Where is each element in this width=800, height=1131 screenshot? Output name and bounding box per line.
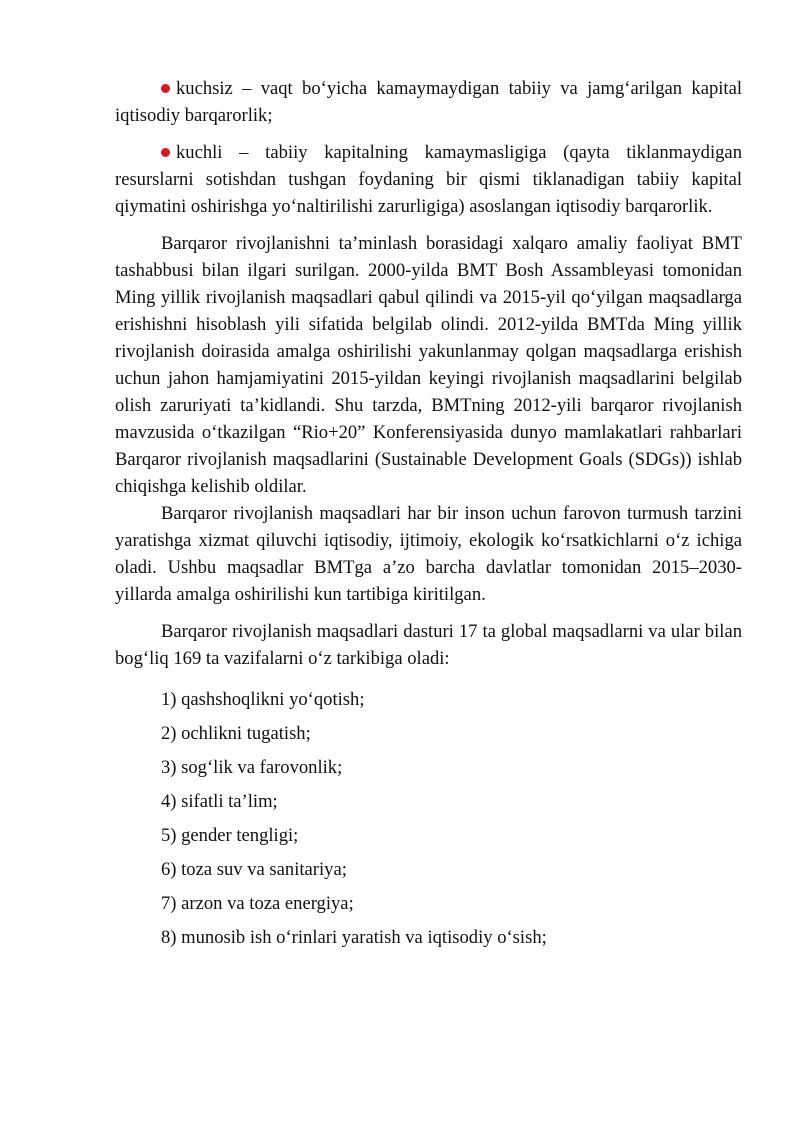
goals-list: [115, 686, 742, 958]
list-item: 8) munosib ish o‘rinlari yaratish va iqtisodiy o‘sish;: [161, 927, 547, 948]
paragraph-international-practice: Barqaror rivojlanishni ta’minlash borasidagi xalqaro amaliy faoliyat BMT tashabbusi bilan ilgari surilgan. 2000-yilda BMT Bosh Assambleyasi tomonidan Ming yillik rivojlanish maqsadlari qabul qilindi va 2015-yil qo‘yilgan maqsadlarga erishishni hisoblash yili sifatida belgilab olindi. 2012-yilda BMTda Ming yillik rivojlanish doirasida amalga oshirilishi yakunlanmay qolgan maqsadlarga erishish uchun jahon hamjamiyatini 2015-yildan keyingi rivojlanish maqsadlarini belgilab olish zaruriyati ta’kidlandi. Shu tarzda, BMTning 2012-yili barqaror rivojlanish mavzusida o‘tkazilgan “Rio+20” Konferensiyasida dunyo mamlakatlari rahbarlari Barqaror rivojlanish maqsadlarini (Sustainable Development Goals (SDGs)) ishlab chiqishga kelishib oldilar.: [115, 233, 742, 497]
paragraph-sdg-indicators: Barqaror rivojlanish maqsadlari har bir inson uchun farovon turmush tarzini yaratishga xizmat qiluvchi iqtisodiy, ijtimoiy, ekologik ko‘rsatkichlarni o‘z ichiga oladi. Ushbu maqsadlar BMTga a’zo barcha davlatlar tomonidan 2015–2030-yillarda amalga oshirilishi kun tartibiga kiritilgan.: [115, 503, 742, 605]
bullet-weak: [115, 75, 742, 129]
bullet-weak-text: kuchsiz – vaqt bo‘yicha kamaymaydigan tabiiy va jamg‘arilgan kapital iqtisodiy barqarorlik;: [115, 78, 742, 126]
document-page: [115, 75, 742, 958]
list-item: 2) ochlikni tugatish;: [161, 723, 311, 744]
red-dot-icon: [161, 84, 170, 93]
paragraph-sdg-program: Barqaror rivojlanish maqsadlari dasturi 17 ta global maqsadlarni va ular bilan bog‘liq 169 ta vazifalarni o‘z tarkibiga oladi:: [115, 621, 742, 669]
list-item: 6) toza suv va sanitariya;: [161, 859, 347, 880]
bullet-strong: [115, 139, 742, 220]
list-item: 4) sifatli ta’lim;: [161, 791, 278, 812]
list-item: 3) sog‘lik va farovonlik;: [161, 757, 343, 778]
bullet-strong-text: kuchli – tabiiy kapitalning kamaymasligiga (qayta tiklanmaydigan resurslarni sotishdan tushgan foydaning bir qismi tiklanadigan tabiiy kapital qiymatini oshirishga yo‘naltirilishi zarurligiga) asoslangan iqtisodiy barqarorlik.: [115, 142, 742, 217]
list-item: 5) gender tengligi;: [161, 825, 299, 846]
red-dot-icon: [161, 148, 170, 157]
list-item: 7) arzon va toza energiya;: [161, 893, 354, 914]
list-item: 1) qashshoqlikni yo‘qotish;: [161, 689, 365, 710]
